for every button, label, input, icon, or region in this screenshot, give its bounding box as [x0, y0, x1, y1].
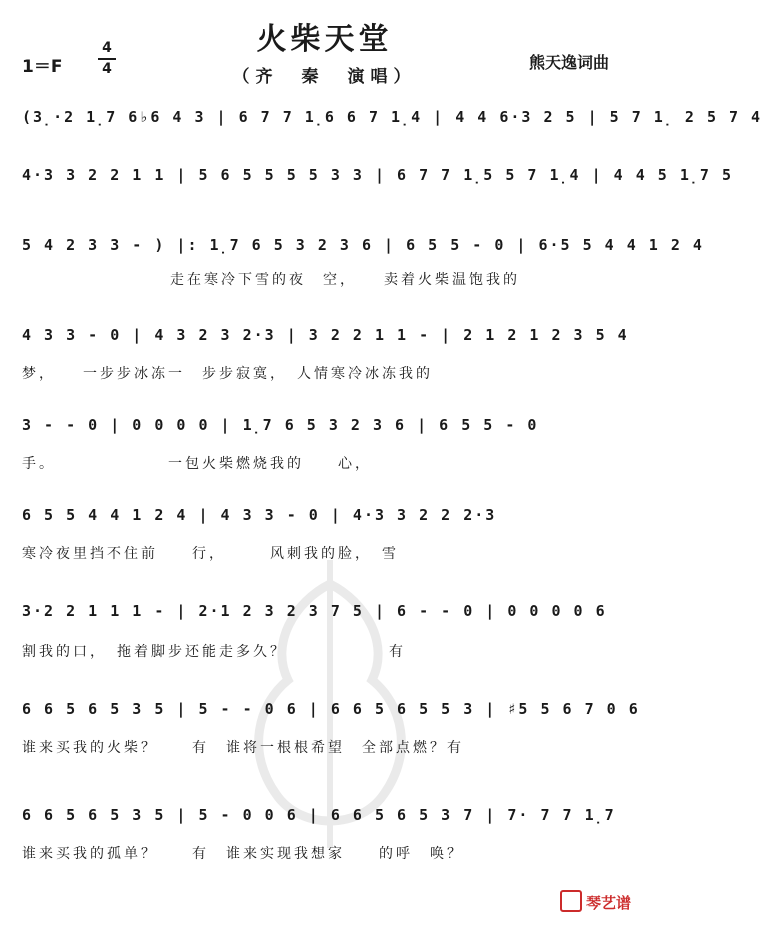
lyric-line: 走在寒冷下雪的夜 空， 卖着火柴温饱我的 [170, 272, 520, 288]
lyric-line: 梦， 一步步冰冻一 步步寂寞， 人情寒冷冰冻我的 [22, 366, 433, 382]
time-signature-line [98, 58, 116, 60]
notation-line: 3·2 2 1 1 1 - | 2·1 2 3 2 3 7 5 | 6 - - 0 | 0 0 0 0 6 [22, 602, 607, 620]
notation-line: 5 4 2 3 3 - ) |: 1̣7 6 5 3 2 3 6 | 6 5 5 - 0 | 6·5 5 4 4 1 2 4 [22, 236, 704, 254]
notation-line: 4·3 3 2 2 1 1 | 5 6 5 5 5 5 3 3 | 6 7 7 1̣5 5 7 1̣4 | 4 4 5 1̣7 5 [22, 166, 733, 184]
time-signature-top: 4 [102, 40, 112, 56]
notation-line: 6 5 5 4 4 1 2 4 | 4 3 3 - 0 | 4·3 3 2 2 2·3 [22, 506, 497, 524]
time-signature-bottom: 4 [102, 61, 112, 77]
notation-line: 3 - - 0 | 0 0 0 0 | 1̣7 6 5 3 2 3 6 | 6 5 5 - 0 [22, 416, 539, 434]
lyric-line: 寒冷夜里挡不住前 行， 风刺我的脸， 雪 [22, 546, 399, 562]
composer-credit: 熊天逸词曲 [528, 53, 609, 72]
notation-line: (3̣·2 1̣7 6♭6 4 3 | 6 7 7 1̣6 6 7 1̣4 | 4 4 6·3 2 5 | 5 7 1̣ 2 5 7 4 [22, 108, 762, 126]
lyric-line: 谁来买我的火柴？ 有 谁将一根根希望 全部点燃？有 [22, 740, 464, 756]
performer-credit: （齐 秦 演唱） [232, 67, 417, 87]
notation-line: 6 6 5 6 5 3 5 | 5 - - 0 6 | 6 6 5 6 5 5 3 | ♯5 5 6 7 0 6 [22, 700, 640, 718]
logo-text: 琴艺谱 [585, 894, 631, 912]
site-logo [560, 890, 631, 913]
song-title: 火柴天堂 [256, 22, 393, 57]
lyric-line: 割我的口， 拖着脚步还能走多久？ 有 [22, 644, 406, 660]
lyric-line: 手。 一包火柴燃烧我的 心， [22, 456, 372, 472]
logo-mark-icon [560, 890, 582, 912]
notation-line: 6 6 5 6 5 3 5 | 5 - 0 0 6 | 6 6 5 6 5 3 7 | 7· 7 7 1̣7 [22, 806, 616, 824]
time-signature [98, 40, 116, 78]
lyric-line: 谁来买我的孤单？ 有 谁来实现我想家 的呼 唤？ [22, 846, 464, 862]
key-signature: 1＝F [22, 57, 63, 77]
notation-line: 4 3 3 - 0 | 4 3 2 3 2·3 | 3 2 2 1 1 - | 2 1 2 1 2 3 5 4 [22, 326, 629, 344]
